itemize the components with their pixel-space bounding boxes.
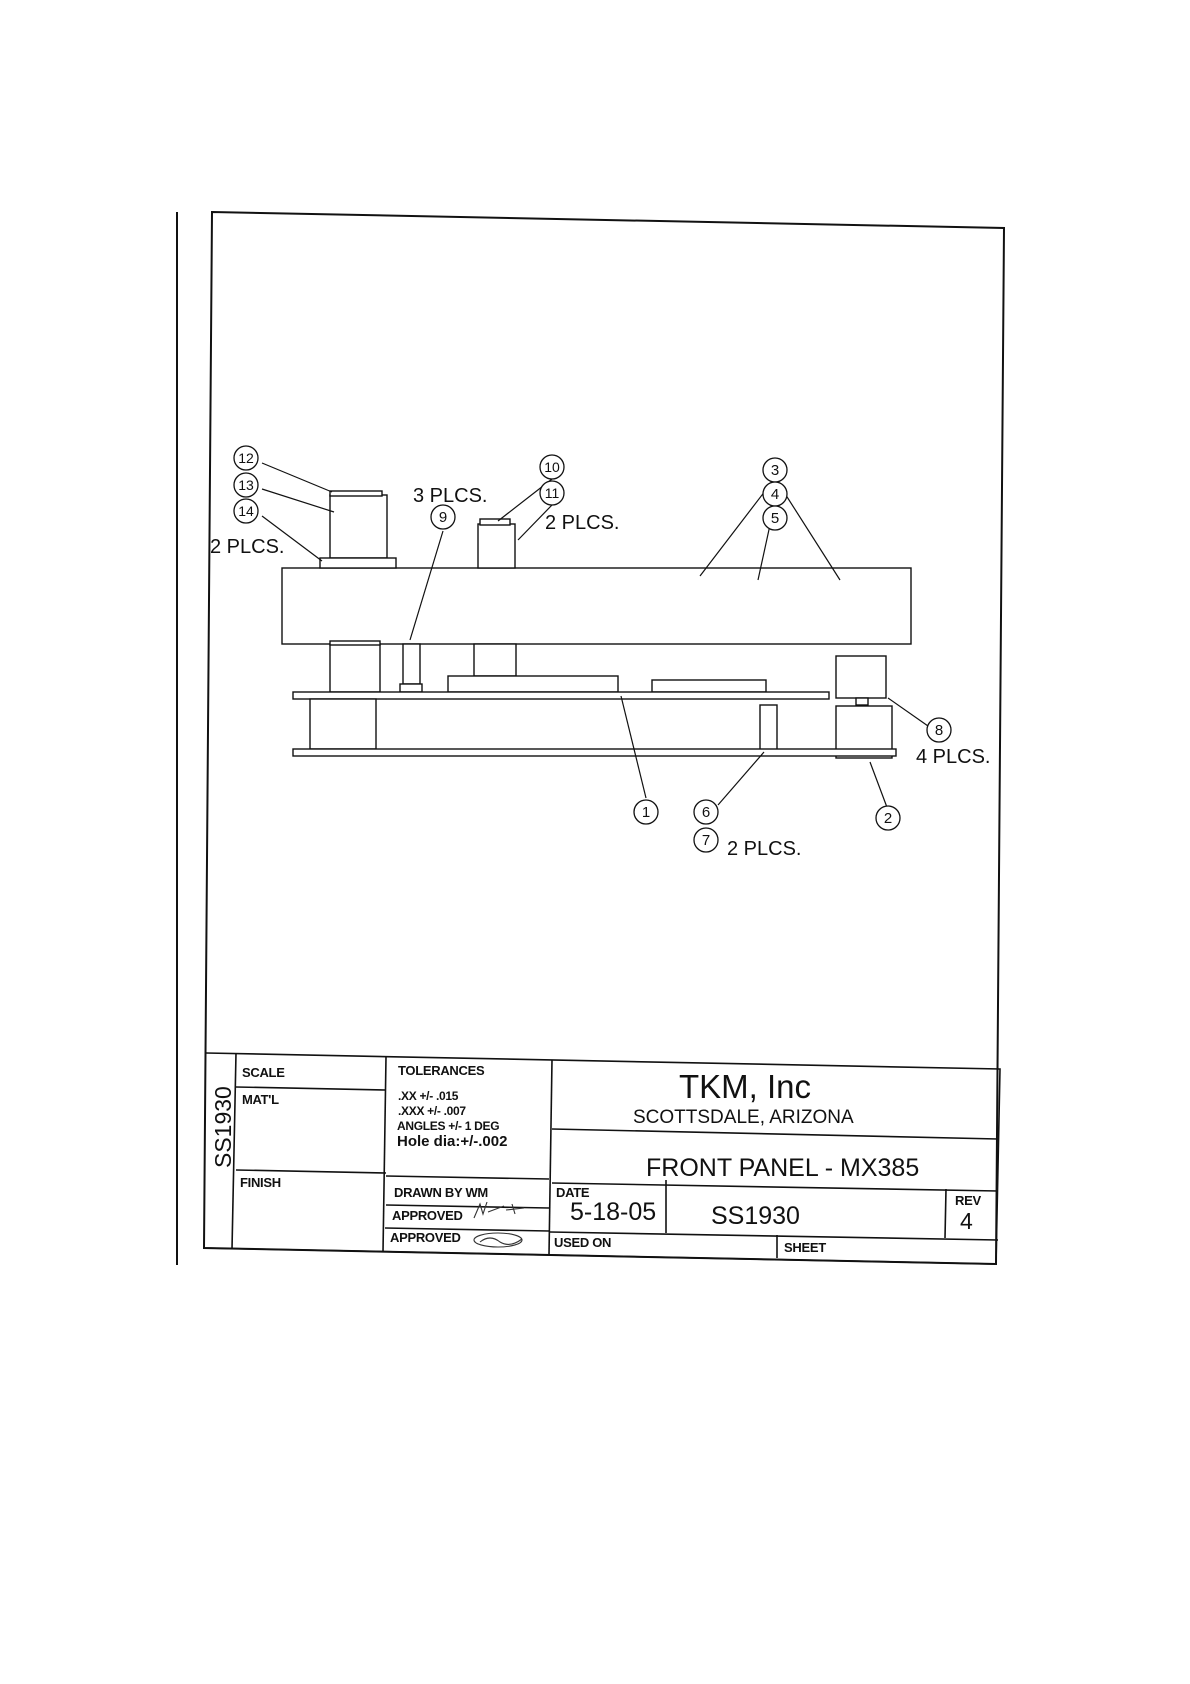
company-location: SCOTTSDALE, ARIZONA — [633, 1107, 854, 1128]
note-2-plcs-left: 2 PLCS. — [210, 536, 285, 558]
callout-text-2: 2 — [883, 810, 893, 827]
plate-2 — [293, 749, 896, 756]
top-block-mid-cap — [480, 519, 510, 525]
spacer-9-foot — [400, 684, 422, 692]
finish-label: FINISH — [240, 1175, 281, 1190]
tolerance-xx: .XX +/- .015 — [398, 1089, 459, 1103]
component-8 — [836, 656, 886, 698]
drawing-date: 5-18-05 — [570, 1198, 657, 1226]
callout-text-3: 3 — [770, 462, 780, 479]
drawing-title: FRONT PANEL - MX385 — [646, 1154, 920, 1182]
callout-text-6: 6 — [701, 804, 711, 821]
top-block-left-base — [320, 558, 396, 568]
callout-text-14: 14 — [238, 503, 254, 519]
top-block-left-cap — [330, 491, 382, 496]
sheet-label: SHEET — [784, 1240, 826, 1255]
standoff-mid — [474, 644, 516, 676]
company-name: TKM, Inc — [679, 1068, 812, 1105]
pcb-part-2 — [652, 680, 766, 692]
approved-label-1: APPROVED — [392, 1208, 463, 1223]
drawing-number: SS1930 — [711, 1202, 800, 1230]
note-3-plcs: 3 PLCS. — [413, 485, 488, 507]
callout-text-1: 1 — [641, 804, 651, 821]
top-block-left — [330, 495, 387, 558]
tolerance-xxx: .XXX +/- .007 — [398, 1104, 466, 1118]
main-panel-body — [282, 568, 911, 644]
callout-text-4: 4 — [770, 486, 780, 503]
spacer-left-lower — [310, 699, 376, 749]
callout-text-13: 13 — [238, 477, 254, 493]
used-on-label: USED ON — [554, 1235, 612, 1250]
note-2-plcs-bottom: 2 PLCS. — [727, 838, 802, 860]
tolerance-angles: ANGLES +/- 1 DEG — [397, 1119, 500, 1133]
callout-text-11: 11 — [544, 485, 560, 501]
revision-number: 4 — [960, 1208, 973, 1234]
date-label: DATE — [556, 1185, 590, 1200]
callout-text-8: 8 — [934, 722, 944, 739]
drawn-by: DRAWN BY WM — [394, 1185, 488, 1200]
spacer-6 — [760, 705, 777, 755]
callout-text-10: 10 — [544, 459, 560, 475]
tolerance-hole: Hole dia:+/-.002 — [397, 1133, 508, 1150]
approval-signature-1 — [474, 1202, 524, 1218]
component-8-foot — [856, 698, 868, 705]
rev-label: REV — [955, 1193, 981, 1208]
side-drawing-id: SS1930 — [210, 1086, 236, 1168]
standoff-left — [330, 644, 380, 692]
pcb-part-1 — [448, 676, 618, 692]
standoff-left-ring — [330, 641, 380, 645]
spacer-9 — [403, 644, 420, 684]
callout-text-7: 7 — [701, 832, 711, 849]
material-label: MAT'L — [242, 1092, 279, 1107]
approved-label-2: APPROVED — [390, 1230, 461, 1245]
scale-label: SCALE — [242, 1065, 285, 1080]
approval-signature-2-stroke — [480, 1238, 522, 1244]
tolerances-label: TOLERANCES — [398, 1063, 485, 1078]
note-4-plcs: 4 PLCS. — [916, 746, 991, 768]
callout-text-9: 9 — [438, 509, 448, 526]
top-block-mid — [478, 524, 515, 568]
callout-text-5: 5 — [770, 510, 780, 527]
callout-text-12: 12 — [238, 450, 254, 466]
plate-1 — [293, 692, 829, 699]
note-2-plcs-top: 2 PLCS. — [545, 512, 620, 534]
